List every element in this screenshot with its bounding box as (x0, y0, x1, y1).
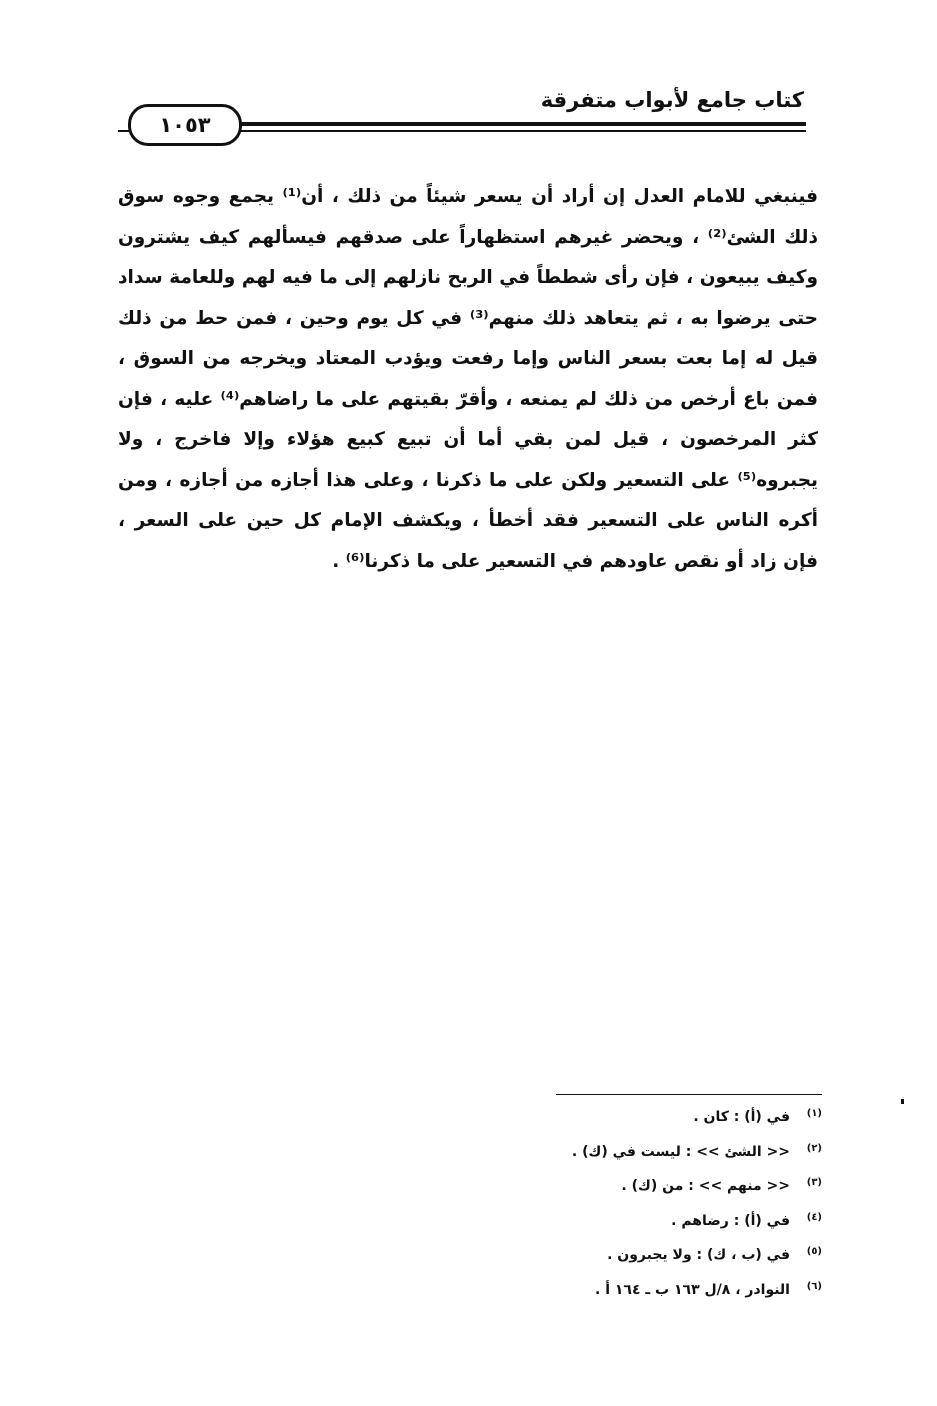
footnote-item (470, 1100, 822, 1135)
footnote-text: في (أ) : كان . (693, 1109, 790, 1125)
footnote-item (470, 1204, 822, 1239)
footnote-number: (٣) (806, 1177, 822, 1188)
footnote-number: (٢) (806, 1142, 822, 1154)
footnote-text: في (ب ، ك) : ولا يجبرون . (607, 1247, 790, 1263)
footnote-text: في (أ) : رضاهم . (671, 1212, 790, 1229)
running-title: كتاب جامع لأبواب متفرقة (540, 88, 804, 112)
footnote-item (470, 1135, 822, 1170)
footnote-number: (٤) (806, 1211, 822, 1223)
page-header (118, 82, 818, 142)
footnote-number: (١) (806, 1108, 822, 1119)
main-paragraph: فينبغي للامام العدل إن أراد أن يسعر شيئاً من ذلك ، أن⁽¹⁾ يجمع وجوه سوق ذلك الشئ⁽²⁾ ، ويحضر غيرهم استظهاراً على صدقهم فيسألهم كيف يشترون وكيف يبيعون ، فإن رأى شططاً في الربح نازلهم إلى ما فيه لهم وللعامة سداد حتى يرضوا به ، ثم يتعاهد ذلك منهم⁽³⁾ في كل يوم وحين ، فمن حط من ذلك قيل له إما بعت بسعر الناس وإما رفعت ويؤدب المعتاد ويخرجه من السوق ، فمن باع أرخص من ذلك لم يمنعه ، وأقرّ بقيتهم على ما راضاهم⁽⁴⁾ عليه ، فإن كثر المرخصون ، قيل لمن بقي أما أن تبيع كبيع هؤلاء وإلا فاخرج ، ولا يجبروه⁽⁵⁾ على التسعير ولكن على ما ذكرنا ، وعلى هذا أجازه من أجازه ، ومن أكره الناس على التسعير فقد أخطأ ، ويكشف الإمام كل حين على السعر ، فإن زاد أو نقص عاودهم في التسعير على ما ذكرنا⁽⁶⁾ . (118, 186, 819, 572)
footnote-text: النوادر ، ٨/ل ١٦٣ ب ـ ١٦٤ أ . (595, 1281, 790, 1298)
footnote-number: (٥) (806, 1246, 822, 1257)
footnote-item (470, 1169, 822, 1204)
footnote-number: (٦) (806, 1280, 822, 1292)
scan-speck (901, 1099, 904, 1104)
footnote-text: << الشئ >> : ليست في (ك) . (571, 1143, 790, 1160)
footnotes-list (470, 1100, 822, 1307)
header-rule-thick (198, 122, 806, 126)
footnote-text: << منهم >> : من (ك) . (621, 1178, 790, 1194)
footnote-item (470, 1273, 822, 1308)
footnote-separator (556, 1094, 822, 1095)
page-number: ١٠٥٣ (128, 104, 242, 146)
footnote-item (470, 1238, 822, 1273)
